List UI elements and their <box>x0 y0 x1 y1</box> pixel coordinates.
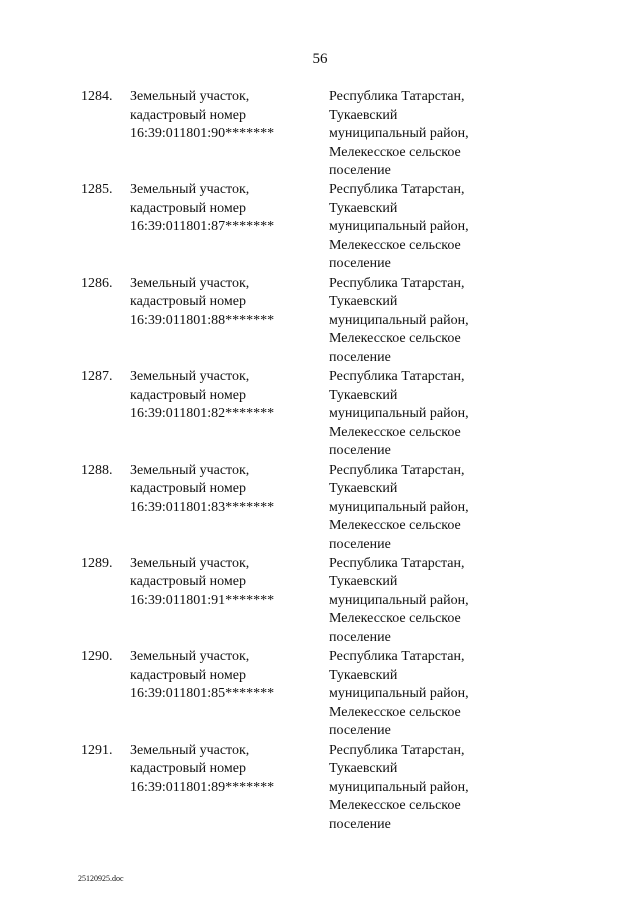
location-line: муниципальный район, <box>329 592 469 608</box>
cadastral-number: 16:39:011801:90******* <box>130 126 275 141</box>
location-line: Мелекесское сельское <box>329 704 461 720</box>
description-line: кадастровый номер <box>130 761 246 777</box>
location-line: муниципальный район, <box>329 312 469 328</box>
description-line: кадастровый номер <box>130 294 246 310</box>
description-line: кадастровый номер <box>130 667 246 683</box>
location-line: муниципальный район, <box>329 779 469 795</box>
entry-description <box>130 555 320 611</box>
entry-description <box>130 742 320 798</box>
entry-number: 1290. <box>81 649 113 665</box>
description-line: Земельный участок, <box>130 182 250 198</box>
entry-location <box>329 275 529 368</box>
location-line: поселение <box>329 163 391 178</box>
cadastral-number: 16:39:011801:87******* <box>130 219 275 235</box>
location-line: Мелекесское сельское <box>329 237 461 253</box>
location-line: поселение <box>329 536 391 552</box>
entry-number: 1288. <box>81 462 113 478</box>
location-line: Республика Татарстан, <box>329 369 465 385</box>
description-line: Земельный участок, <box>130 369 250 385</box>
description-line: Земельный участок, <box>130 462 250 478</box>
location-line: Тукаевский <box>329 574 398 590</box>
list-item <box>0 88 640 181</box>
location-line: Мелекесское сельское <box>329 798 461 814</box>
entry-description <box>130 368 320 424</box>
entry-description <box>130 462 320 518</box>
location-line: Тукаевский <box>329 107 398 123</box>
entry-location <box>329 555 529 648</box>
location-line: муниципальный район, <box>329 219 469 235</box>
list-item <box>0 742 640 835</box>
location-line: Тукаевский <box>329 387 398 403</box>
entry-description <box>130 181 320 237</box>
location-line: муниципальный район, <box>329 126 469 141</box>
cadastral-number: 16:39:011801:82******* <box>130 406 275 422</box>
list-item <box>0 462 640 555</box>
cadastral-number: 16:39:011801:89******* <box>130 779 275 795</box>
list-item <box>0 368 640 461</box>
description-line: кадастровый номер <box>130 574 246 590</box>
location-line: Республика Татарстан, <box>329 649 465 665</box>
cadastral-number: 16:39:011801:88******* <box>130 312 275 328</box>
location-line: поселение <box>329 629 391 645</box>
location-line: Мелекесское сельское <box>329 518 461 534</box>
location-line: Республика Татарстан, <box>329 555 465 571</box>
location-line: Тукаевский <box>329 200 398 216</box>
entry-location <box>329 742 529 835</box>
location-line: Республика Татарстан, <box>329 275 465 291</box>
entry-number: 1287. <box>81 369 113 385</box>
cadastral-number: 16:39:011801:83******* <box>130 499 275 515</box>
description-line: Земельный участок, <box>130 89 250 104</box>
page-number: 56 <box>312 51 328 67</box>
description-line: Земельный участок, <box>130 275 250 291</box>
location-line: Тукаевский <box>329 294 398 310</box>
entry-number: 1291. <box>81 742 113 758</box>
list-item <box>0 555 640 648</box>
entry-description <box>130 88 320 144</box>
location-line: муниципальный район, <box>329 499 469 515</box>
cadastral-number: 16:39:011801:91******* <box>130 592 275 608</box>
description-line: Земельный участок, <box>130 555 250 571</box>
entry-location <box>329 462 529 555</box>
description-line: кадастровый номер <box>130 481 246 497</box>
location-line: Тукаевский <box>329 667 398 683</box>
list-item <box>0 275 640 368</box>
description-line: кадастровый номер <box>130 107 246 123</box>
location-line: Республика Татарстан, <box>329 182 465 198</box>
location-line: Тукаевский <box>329 761 398 777</box>
entry-location <box>329 181 529 274</box>
location-line: Мелекесское сельское <box>329 611 461 627</box>
entry-location <box>329 648 529 741</box>
location-line: Тукаевский <box>329 481 398 497</box>
location-line: Республика Татарстан, <box>329 89 465 104</box>
location-line: Мелекесское сельское <box>329 331 461 347</box>
location-line: Мелекесское сельское <box>329 424 461 440</box>
location-line: Республика Татарстан, <box>329 742 465 758</box>
location-line: поселение <box>329 443 391 459</box>
entry-number: 1289. <box>81 555 113 571</box>
location-line: поселение <box>329 816 391 832</box>
description-line: кадастровый номер <box>130 200 246 216</box>
footer-filename: 25120925.doc <box>78 874 124 883</box>
location-line: поселение <box>329 349 391 365</box>
entry-number: 1284. <box>81 89 113 104</box>
entry-number: 1285. <box>81 182 113 198</box>
location-line: поселение <box>329 256 391 272</box>
entry-number: 1286. <box>81 275 113 291</box>
description-line: Земельный участок, <box>130 742 250 758</box>
entry-location <box>329 368 529 461</box>
location-line: Республика Татарстан, <box>329 462 465 478</box>
entry-description <box>130 275 320 331</box>
location-line: поселение <box>329 723 391 739</box>
location-line: муниципальный район, <box>329 406 469 422</box>
description-line: кадастровый номер <box>130 387 246 403</box>
location-line: муниципальный район, <box>329 686 469 702</box>
entry-location <box>329 88 529 181</box>
list-item <box>0 181 640 274</box>
entries-list <box>0 88 640 835</box>
entry-description <box>130 648 320 704</box>
cadastral-number: 16:39:011801:85******* <box>130 686 275 702</box>
location-line: Мелекесское сельское <box>329 144 461 160</box>
description-line: Земельный участок, <box>130 649 250 665</box>
list-item <box>0 648 640 741</box>
